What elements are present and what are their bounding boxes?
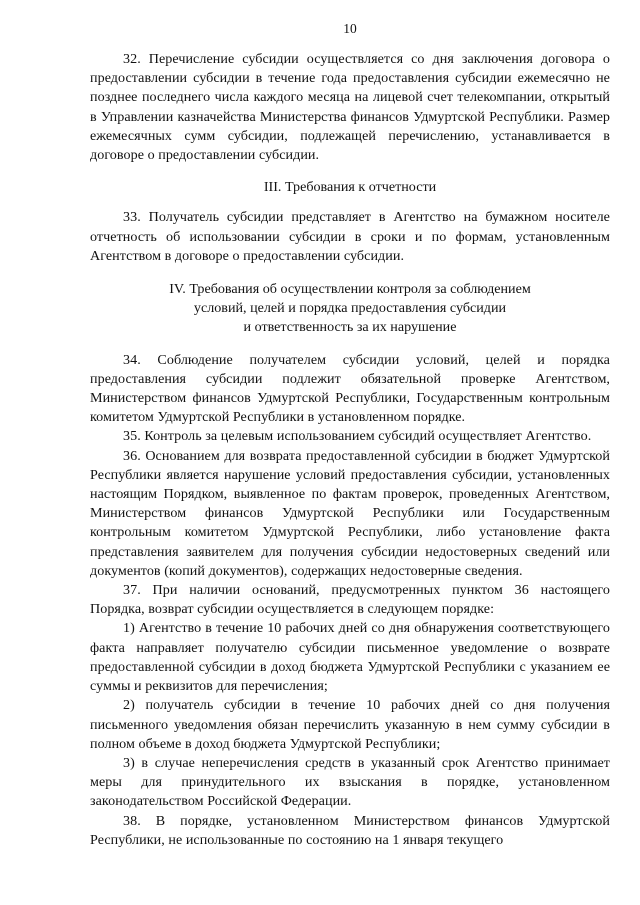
document-page <box>90 20 610 850</box>
section-4-heading <box>90 280 610 338</box>
paragraph-37-item-2: 2) получатель субсидии в течение 10 рабочих дней со дня получения письменного уведомления обязан перечислить указанную в нем сумму субсидии в полном объеме в доход бюджета Удмуртской Республики; <box>90 697 610 752</box>
paragraph-36: 36. Основанием для возврата предоставленной субсидии в бюджет Удмуртской Республики является нарушение условий предоставления субсидии, установленных настоящим Порядком, выявленное по фактам проверок, проведенных Агентством, Министерством финансов Удмуртской Республики или Государственным контрольным комитетом Удмуртской Республики, либо установление факта представления заявителем для получения субсидии недостоверных сведений или документов (копий документов), содержащих недостоверные сведения. <box>90 447 610 579</box>
section-4-heading-line: и ответственность за их нарушение <box>243 319 457 336</box>
paragraph-38: 38. В порядке, установленном Министерством финансов Удмуртской Республики, не использованные по состоянию на 1 января текущего <box>90 812 610 848</box>
paragraph-33: 33. Получатель субсидии представляет в Агентство на бумажном носителе отчетность об использовании субсидии в сроки и по формам, установленным Агентством в договоре о предоставлении субсидии. <box>90 209 610 264</box>
page-number: 10 <box>343 21 357 36</box>
section-4-heading-line: IV. Требования об осуществлении контроля за соблюдением <box>169 281 531 298</box>
section-3-heading: III. Требования к отчетности <box>263 179 437 196</box>
paragraph-37: 37. При наличии оснований, предусмотренных пунктом 36 настоящего Порядка, возврат субсидии осуществляется в следующем порядке: <box>90 582 610 618</box>
paragraph-34: 34. Соблюдение получателем субсидии условий, целей и порядка предоставления субсидии подлежит обязательной проверке Агентством, Министерством финансов Удмуртской Республики, Государственным контрольным комитетом Удмуртской Республики в установленном порядке. <box>90 351 610 426</box>
paragraph-37-item-3: 3) в случае неперечисления средств в указанный срок Агентство принимает меры для принудительного их взыскания в порядке, установленном законодательством Российской Федерации. <box>90 754 610 810</box>
paragraph-37-item-1: 1) Агентство в течение 10 рабочих дней со дня обнаружения соответствующего факта направляет получателю субсидии письменное уведомление о возврате предоставленной субсидии в доход бюджета Удмуртской Республики с указанием ее суммы и реквизитов для перечисления; <box>90 620 610 695</box>
paragraph-35: 35. Контроль за целевым использованием субсидий осуществляет Агентство. <box>123 428 592 445</box>
section-4-heading-line: условий, целей и порядка предоставления субсидии <box>193 300 507 317</box>
paragraph-32: 32. Перечисление субсидии осуществляется со дня заключения договора о предоставлении субсидии в течение года предоставления субсидии ежемесячно не позднее последнего числа каждого месяца на лицевой счет телекомпании, открытый в Управлении казначейства Министерства финансов Удмуртской Республики. Размер ежемесячных сумм субсидии, подлежащей перечислению, устанавливается в договоре о предоставлении субсидии. <box>90 51 610 164</box>
